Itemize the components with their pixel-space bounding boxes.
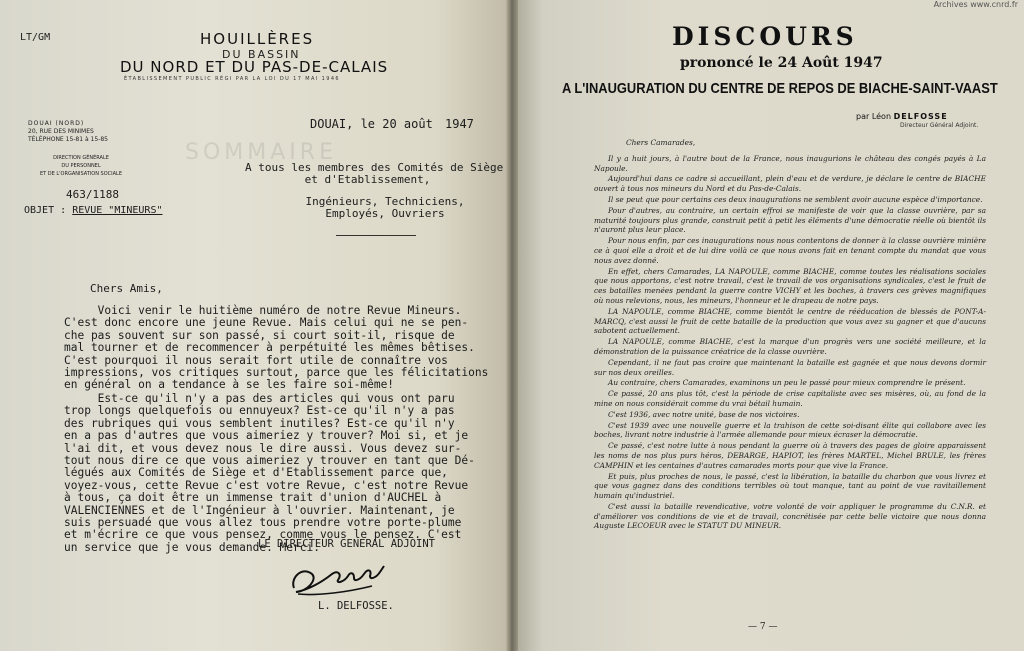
author-prefix: par Léon — [856, 112, 892, 121]
book-gutter — [506, 0, 518, 651]
speech-paragraph: Ce passé, c'est notre lutte à nous pendant la guerre où à travers des pages de gloire apparaissent les noms de nos plus purs héros, DEBARGE, HAPIOT, les frères MARTEL, Michel BRULE, les frères CAMPHIN et les centaines d'autres camarades morts pour que vive la France. — [594, 441, 986, 470]
subject-value: REVUE "MINEURS" — [72, 205, 163, 216]
speech-paragraph: Pour d'autres, au contraire, un certain effroi se manifeste de voir que la classe ouvrière, par sa maturité toujours plus grande, construit petit à petit les éléments d'une démocratie réelle où bientôt ils n'auront plus leur place. — [594, 205, 986, 235]
speech-body — [594, 138, 986, 532]
author-line — [856, 112, 948, 121]
letterhead-title: HOUILLÈRES — [200, 30, 315, 48]
speech-paragraph: C'est aussi la bataille revendicative, votre volonté de voir appliquer le programme du C.N.R. et d'améliorer vos conditions de vie et de travail, concrétisée par cette belle victoire que nous donna Auguste LECOEUR avec le STATUT DU MINEUR. — [594, 501, 986, 531]
speech-paragraph: C'est 1939 avec une nouvelle guerre et la trahison de cette soi-disant élite qui collabore avec les boches, livrant notre industrie à l'armée allemande pour mieux écraser la démocratie. — [594, 420, 986, 440]
speech-subtitle: prononcé le 24 Août 1947 — [680, 55, 883, 71]
signature-name: L. DELFOSSE. — [318, 600, 394, 612]
show-through-text: SOMMAIRE — [185, 140, 337, 165]
speech-paragraph: Cependant, il ne faut pas croire que maintenant la bataille est gagnée et que nous devons dormir sur nos deux oreilles. — [594, 357, 986, 377]
department-line: ET DE L'ORGANISATION SOCIALE — [39, 171, 122, 177]
reference-number: 463/1188 — [66, 188, 119, 201]
author-role: Directeur Général Adjoint. — [900, 122, 979, 129]
archive-stamp: Archives www.cnrd.fr — [933, 0, 1018, 9]
department-line: DIRECTION GÉNÉRALE — [53, 155, 109, 161]
address-line: TÉLÉPHONE 15-81 à 15-85 — [28, 136, 108, 143]
letterhead-main: DU NORD ET DU PAS-DE-CALAIS — [120, 58, 389, 76]
recipients-staff: Ingénieurs, Techniciens, Employés, Ouvriers — [305, 195, 465, 220]
author-name: DELFOSSE — [893, 112, 948, 121]
speech-paragraph: C'est 1936, avec notre unité, base de nos victoires. — [608, 409, 800, 419]
speech-paragraph: Pour nous enfin, par ces inaugurations nous nous contentons de donner à la classe ouvrière minière ce à quoi elle a droit et de lui dire voilà ce que nous avons fait en tenant compte du mandat que vous nous avez donné. — [594, 236, 986, 265]
divider-rule — [336, 235, 416, 236]
department-block — [26, 154, 136, 178]
address-line: DOUAI (NORD) — [28, 120, 85, 127]
subject-line — [24, 205, 163, 216]
letter-paragraph: Voici venir le huitième numéro de notre Revue Mineurs. C'est donc encore une jeune Revue. Mais celui qui ne se pen- che pas souvent sur son passé, si court soit-il, risque de mal tourner et de recommencer à perpétuité les mêmes bêtises. C'est pourquoi il nous serait fort utile de connaître vos impressions, vos critiques surtout, parce que les félicitations en général on a tendance à se les faire soi-même! — [64, 304, 489, 392]
speech-paragraph: LA NAPOULE, comme BIACHE, comme bientôt le centre de rééducation de blessés de PONT-A-MARCQ, c'est aussi le fruit de cette bataille de la production que vous avez su gagner et que d'aucuns sabotent actuellement. — [594, 306, 986, 336]
address-line: 20, RUE DES MINIMES — [28, 128, 94, 135]
letterhead-subtitle: DU BASSIN — [222, 48, 301, 61]
speech-paragraph: Il se peut que pour certains ces deux inaugurations ne semblent avoir aucune espèce d'importance. — [608, 194, 983, 204]
letter-paragraph: Est-ce qu'il n'y a pas des articles qui vous ont paru trop longs quelquefois ou ennuyeux? Est-ce qu'il n'y a pas des rubriques qui vous semblent inutiles? Est-ce qu'il n'y en a pas d'autres que vous aimeriez y trouver? Moi si, et je l'ai dit, et vous devez nous le dire aussi. Vous devez sur- tout nous dire ce que vous aimeriez y trouver en tant que Dé- légués aux Comités de Siège et d'Etablissement parce que, voyez-vous, cette Revue c'est votre Revue, c'est notre Revue à tous, ça doit être un immense trait d'union d'AUCHEL à VALENCIENNES et de l'Ingénieur à l'ouvrier. Maintenant, je suis persuadé que vous allez tous prendre votre porte-plume et m'écrire ce que vous pensez, comme vous le pensez. C'est un service que je vous demande. Merci. — [64, 392, 475, 554]
sender-address — [28, 120, 108, 144]
speech-paragraph: Ce passé, 20 ans plus tôt, c'est la période de crise capitaliste avec ses misères, où, au fond de la mine on nous considérait comme du vrai bétail humain. — [594, 389, 986, 408]
speech-heading: A L'INAUGURATION DU CENTRE DE REPOS DE BIACHE-SAINT-VAAST — [562, 80, 998, 97]
speech-paragraph: Et puis, plus proches de nous, le passé, c'est la libération, la bataille du charbon que vous livrez et que vous gagnez dans des conditions terribles où tout manque, tant au point de vue ravitaillement humain qu'industriel. — [594, 471, 986, 501]
speech-paragraph: Il y a huit jours, à l'autre bout de la France, nous inaugurions le château des congés payés à La Napoule. — [594, 153, 986, 173]
speech-paragraph: En effet, chers Camarades, LA NAPOULE, comme BIACHE, comme toutes les réalisations sociales que nous apportons, c'est notre travail, c'est le travail de vos organisations syndicales, c'est le fruit de ces batailles menées pendant la guerre contre VICHY et les boches, à travers ces grèves magnifiques où nous relevions, nous, les mineurs, l'honneur et le drapeau de notre pays. — [594, 266, 986, 305]
reference-code: LT/GM — [20, 32, 51, 43]
speech-title: DISCOURS — [672, 22, 858, 51]
page-number: — 7 — — [748, 622, 778, 632]
letter-year: 1947 — [445, 117, 474, 131]
speech-paragraph: Au contraire, chers Camarades, examinons un peu le passé pour mieux comprendre le présent. — [608, 378, 966, 388]
letterhead-legal: ÉTABLISSEMENT PUBLIC RÉGI PAR LA LOI DU 17 MAI 1946 — [124, 76, 340, 82]
department-line: DU PERSONNEL — [61, 163, 101, 169]
subject-label: OBJET : — [24, 205, 67, 216]
salutation: Chers Amis, — [90, 282, 163, 295]
speech-greeting: Chers Camarades, — [626, 138, 696, 147]
letter-date: DOUAI, le 20 août — [310, 117, 433, 131]
handwritten-signature — [288, 548, 408, 600]
signature-title: LE DIRECTEUR GENERAL ADJOINT — [258, 538, 436, 550]
speech-paragraph: Aujourd'hui dans ce cadre si accueillant, plein d'eau et de verdure, je déclare le centre de BIACHE ouvert à tous nos mineurs du Nord et du Pas-de-Calais. — [594, 174, 986, 194]
speech-paragraph: LA NAPOULE, comme BIACHE, c'est la marque d'un progrès vers une société meilleure, et la démonstration de la puissance créatrice de la classe ouvrière. — [594, 337, 986, 356]
recipients: A tous les membres des Comités de Siège et d'Etablissement, — [245, 161, 504, 186]
